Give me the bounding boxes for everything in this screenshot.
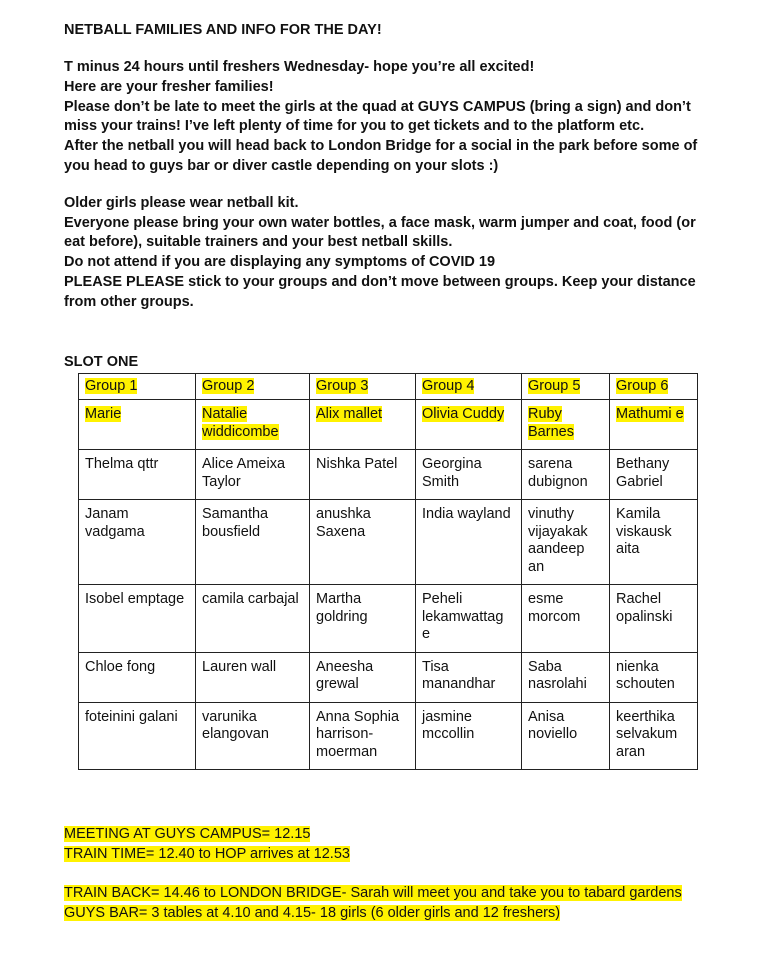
leader-row bbox=[79, 400, 698, 450]
groups-table bbox=[78, 373, 698, 771]
document-page bbox=[64, 20, 714, 770]
member-cell: Lauren wall bbox=[196, 652, 310, 702]
note-line: Everyone please bring your own water bottles, a face mask, warm jumper and coat, food (or eat before), suitable trainers and your best netball skills. bbox=[64, 214, 696, 251]
notes-section bbox=[64, 194, 714, 313]
group-leader: Mathumi e bbox=[616, 406, 684, 423]
member-cell: anushka Saxena bbox=[310, 500, 416, 585]
note-line: Do not attend if you are displaying any symptoms of COVID 19 bbox=[64, 254, 496, 271]
group-header: Group 2 bbox=[202, 377, 255, 394]
member-cell: sarena dubignon bbox=[522, 450, 610, 500]
note-line: PLEASE PLEASE stick to your groups and don’t move between groups. Keep your distance from other groups. bbox=[64, 273, 696, 310]
group-header-cell bbox=[196, 373, 310, 400]
member-cell: Nishka Patel bbox=[310, 450, 416, 500]
member-cell: Janam vadgama bbox=[79, 500, 196, 585]
logistics-section bbox=[64, 825, 714, 923]
leader-cell bbox=[196, 400, 310, 450]
group-leader: Olivia Cuddy bbox=[422, 406, 505, 423]
leader-cell bbox=[79, 400, 196, 450]
member-cell: esme morcom bbox=[522, 585, 610, 653]
member-cell: Samantha bousfield bbox=[196, 500, 310, 585]
group-header: Group 4 bbox=[422, 377, 475, 394]
page-title: NETBALL FAMILIES AND INFO FOR THE DAY! bbox=[64, 22, 382, 38]
member-cell: Bethany Gabriel bbox=[610, 450, 698, 500]
group-header-cell bbox=[79, 373, 196, 400]
train-time: TRAIN TIME= 12.40 to HOP arrives at 12.53 bbox=[64, 845, 350, 862]
intro-line: T minus 24 hours until freshers Wednesday- hope you’re all excited! bbox=[64, 59, 535, 75]
member-cell: keerthika selvakum aran bbox=[610, 702, 698, 770]
member-cell: Kamila viskausk aita bbox=[610, 500, 698, 585]
group-header-cell bbox=[310, 373, 416, 400]
member-cell: varunika elangovan bbox=[196, 702, 310, 770]
member-cell: India wayland bbox=[416, 500, 522, 585]
member-row bbox=[79, 500, 698, 585]
guys-bar: GUYS BAR= 3 tables at 4.10 and 4.15- 18 girls (6 older girls and 12 freshers) bbox=[64, 904, 561, 921]
member-cell: Aneesha grewal bbox=[310, 652, 416, 702]
member-cell: Alice Ameixa Taylor bbox=[196, 450, 310, 500]
group-leader: Natalie widdicombe bbox=[202, 406, 279, 440]
group-header: Group 6 bbox=[616, 377, 669, 394]
group-header-cell bbox=[610, 373, 698, 400]
member-row bbox=[79, 585, 698, 653]
group-header-cell bbox=[522, 373, 610, 400]
group-leader: Ruby Barnes bbox=[528, 406, 574, 440]
group-header: Group 1 bbox=[85, 377, 138, 394]
intro-line: Here are your fresher families! bbox=[64, 78, 274, 95]
member-cell: Isobel emptage bbox=[79, 585, 196, 653]
group-header: Group 3 bbox=[316, 377, 369, 394]
member-cell: Martha goldring bbox=[310, 585, 416, 653]
header-row bbox=[79, 373, 698, 400]
member-cell: camila carbajal bbox=[196, 585, 310, 653]
note-line: Older girls please wear netball kit. bbox=[64, 194, 299, 211]
member-cell: Peheli lekamwattag e bbox=[416, 585, 522, 653]
member-cell: jasmine mccollin bbox=[416, 702, 522, 770]
leader-cell bbox=[522, 400, 610, 450]
member-cell: Thelma qttr bbox=[79, 450, 196, 500]
leader-cell bbox=[416, 400, 522, 450]
meeting-time: MEETING AT GUYS CAMPUS= 12.15 bbox=[64, 826, 311, 842]
member-cell: foteinini galani bbox=[79, 702, 196, 770]
member-cell: vinuthy vijayakak aandeep an bbox=[522, 500, 610, 585]
intro-section bbox=[64, 58, 714, 177]
leader-cell bbox=[310, 400, 416, 450]
member-cell: Rachel opalinski bbox=[610, 585, 698, 653]
leader-cell bbox=[610, 400, 698, 450]
group-header-cell bbox=[416, 373, 522, 400]
member-cell: Tisa manandhar bbox=[416, 652, 522, 702]
member-cell: Saba nasrolahi bbox=[522, 652, 610, 702]
member-cell: Anna Sophia harrison-moerman bbox=[310, 702, 416, 770]
train-back: TRAIN BACK= 14.46 to LONDON BRIDGE- Sarah will meet you and take you to tabard gardens bbox=[64, 885, 682, 901]
member-row bbox=[79, 702, 698, 770]
member-cell: Anisa noviello bbox=[522, 702, 610, 770]
group-leader: Alix mallet bbox=[316, 406, 383, 423]
slot-heading: SLOT ONE bbox=[64, 353, 139, 370]
member-cell: Georgina Smith bbox=[416, 450, 522, 500]
group-header: Group 5 bbox=[528, 377, 581, 394]
member-cell: nienka schouten bbox=[610, 652, 698, 702]
group-leader: Marie bbox=[85, 406, 122, 423]
member-row bbox=[79, 652, 698, 702]
intro-line: After the netball you will head back to London Bridge for a social in the park before some of you head to guys bar or diver castle depending on your slots :) bbox=[64, 138, 698, 174]
member-row bbox=[79, 450, 698, 500]
member-cell: Chloe fong bbox=[79, 652, 196, 702]
intro-line: Please don’t be late to meet the girls at the quad at GUYS CAMPUS (bring a sign) and don’t miss your trains! I’ve left plenty of time for you to get tickets and to the platform etc. bbox=[64, 98, 691, 135]
